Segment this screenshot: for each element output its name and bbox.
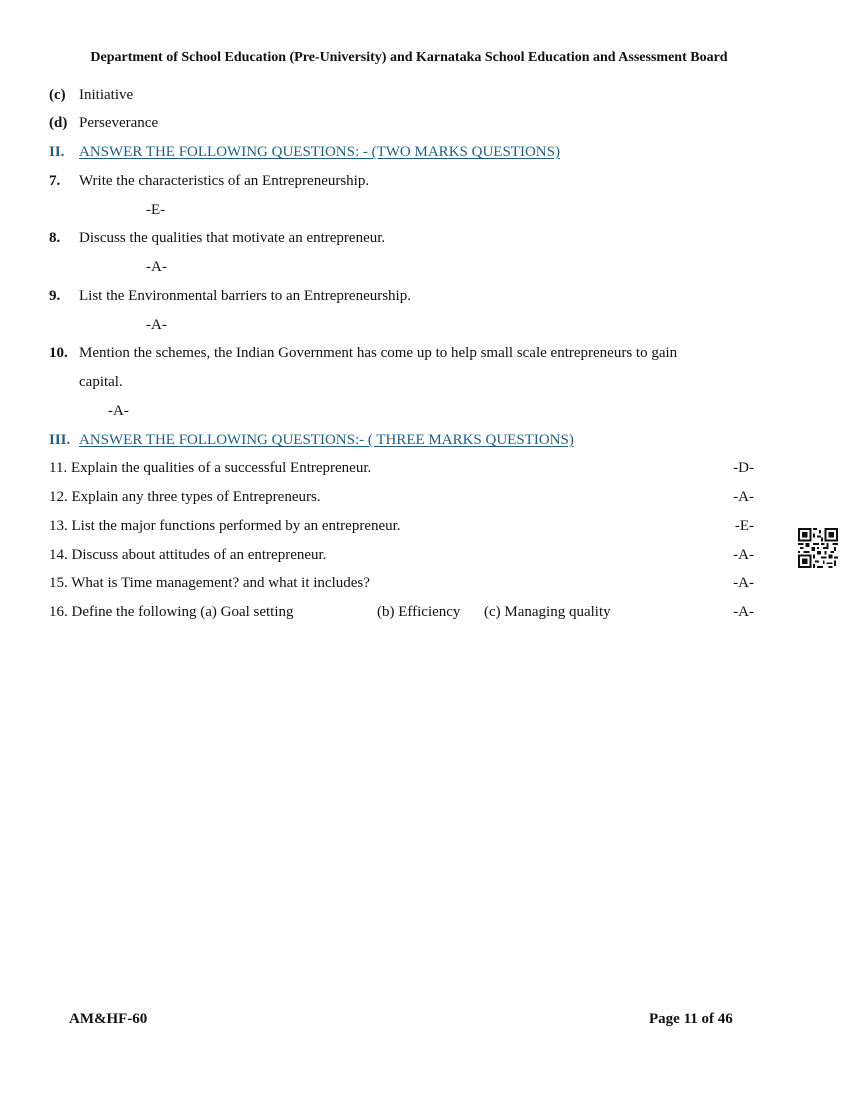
question-part-c: (c) Managing quality: [484, 604, 611, 620]
question-text: 15. What is Time management? and what it includes?: [49, 575, 370, 591]
difficulty-grade: -A-: [146, 317, 167, 333]
section-title: ANSWER THE FOLLOWING QUESTIONS:- ( THREE MARKS QUESTIONS): [79, 432, 574, 448]
difficulty-grade: -A-: [733, 604, 754, 620]
difficulty-grade: -A-: [733, 489, 754, 505]
difficulty-grade: -E-: [146, 202, 166, 218]
difficulty-grade: -D-: [733, 460, 754, 476]
question-number: 8.: [49, 230, 61, 246]
question-text: Discuss the qualities that motivate an entrepreneur.: [79, 230, 386, 246]
option-letter: (d): [49, 115, 68, 131]
difficulty-grade: -A-: [108, 403, 129, 419]
option-text: Perseverance: [79, 115, 159, 131]
question-part-b: (b) Efficiency: [377, 604, 461, 620]
difficulty-grade: -A-: [733, 575, 754, 591]
question-text: 13. List the major functions performed by an entrepreneur.: [49, 518, 401, 534]
qr-code-icon[interactable]: [798, 528, 838, 568]
section-number: III.: [49, 432, 71, 448]
page-header: Department of School Education (Pre-University) and Karnataka School Education and Assessment Board: [90, 50, 728, 65]
section-number: II.: [49, 144, 65, 160]
question-text: 11. Explain the qualities of a successful Entrepreneur.: [49, 460, 372, 476]
question-number: 9.: [49, 288, 61, 304]
option-text: Initiative: [79, 87, 134, 103]
question-text: Mention the schemes, the Indian Government has come up to help small scale entrepreneurs to gain: [79, 345, 678, 361]
question-text: Write the characteristics of an Entrepreneurship.: [79, 173, 370, 189]
question-number: 10.: [49, 345, 68, 361]
option-letter: (c): [49, 87, 66, 103]
section-title: ANSWER THE FOLLOWING QUESTIONS: - (TWO MARKS QUESTIONS): [79, 144, 560, 160]
question-text: 16. Define the following (a) Goal setting: [49, 604, 294, 620]
difficulty-grade: -A-: [733, 547, 754, 563]
difficulty-grade: -A-: [146, 259, 167, 275]
question-text: 12. Explain any three types of Entrepreneurs.: [49, 489, 321, 505]
page-number: Page 11 of 46: [649, 1011, 733, 1027]
question-text: 14. Discuss about attitudes of an entrepreneur.: [49, 547, 327, 563]
question-number: 7.: [49, 173, 61, 189]
difficulty-grade: -E-: [734, 518, 754, 534]
footer-code: AM&HF-60: [69, 1011, 148, 1027]
question-text-continued: capital.: [79, 374, 123, 390]
question-text: List the Environmental barriers to an Entrepreneurship.: [79, 288, 411, 304]
